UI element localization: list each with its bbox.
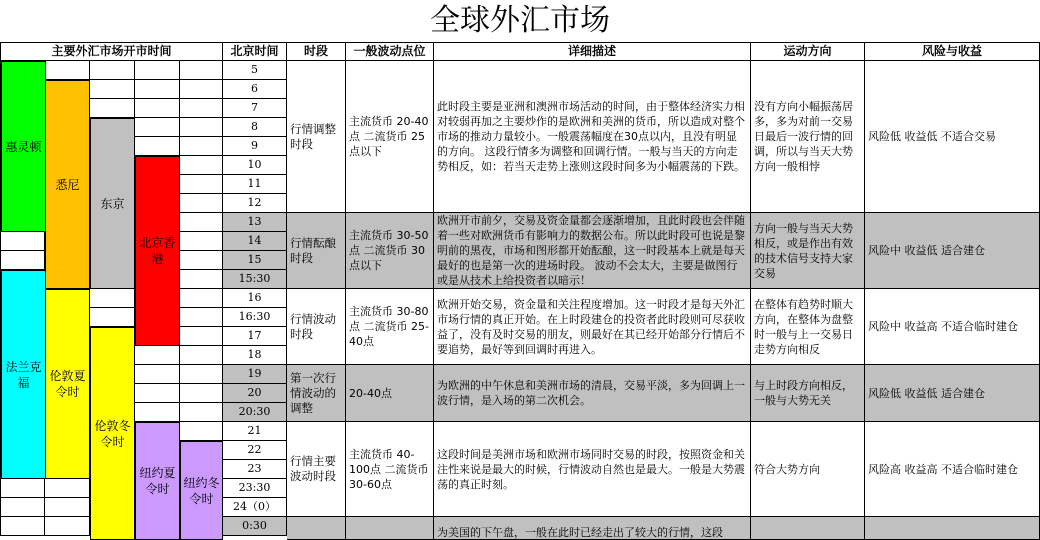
hour-cell: 16 [223,289,287,308]
hour-cell: 9 [223,137,287,156]
market-grid-cell [135,137,180,156]
market-london-winter [90,327,135,540]
row-volatility: 主流货币 20-40点 二流货币 25点以下 [346,61,434,213]
market-grid-cell [135,80,180,99]
market-grid-cell [180,213,223,232]
hour-cell: 7 [223,99,287,118]
market-grid-cell [45,517,90,536]
hour-cell: 20 [223,384,287,403]
market-grid-cell [1,251,45,270]
market-grid-cell [180,365,223,384]
hour-cell: 22 [223,441,287,460]
market-grid-cell [90,99,135,118]
hour-cell: 8 [223,118,287,137]
market-beijing-hk-label: 北京香港 [139,236,176,266]
row-risk: 风险高 收益高 不适合临时建仓 [865,422,1040,517]
hour-cell: 21 [223,422,287,441]
market-grid-cell [180,403,223,422]
market-grid-cell [1,498,45,517]
header-risk: 风险与收益 [865,43,1040,61]
row-period [287,517,346,540]
market-grid-cell [180,232,223,251]
hour-cell: 6 [223,80,287,99]
row-direction: 方向一般与当天大势相反，或是作出有效的技术信号支持大家交易 [751,213,865,289]
row-risk: 风险低 收益低 适合建仓 [865,365,1040,422]
market-grid-cell [135,384,180,403]
market-grid-cell [180,346,223,365]
market-grid-cell [45,498,90,517]
row-direction [751,517,865,540]
market-wellington [1,61,46,232]
market-grid-cell [135,365,180,384]
hour-cell: 12 [223,194,287,213]
hour-cell: 0:30 [223,517,287,536]
market-wellington-label: 惠灵顿 [5,139,42,154]
market-sydney-label: 悉尼 [55,177,80,192]
row-direction: 符合大势方向 [751,422,865,517]
header-description: 详细描述 [434,43,751,61]
header-direction: 运动方向 [751,43,865,61]
market-grid-cell [135,346,180,365]
hour-cell: 20:30 [223,403,287,422]
market-grid-cell [45,479,90,498]
hour-cell: 10 [223,156,287,175]
hour-cell: 19 [223,365,287,384]
row-description: 此时段主要是亚洲和澳洲市场活动的时间，由于整体经济实力相对较弱再加之主要炒作的是欧洲和美洲的货币，所以造成对整个市场的推动力量较小。一般震荡幅度在30点以内，且没有明显的方向。 这段行情多为调整和回调行情。一般与当天的方向走势相反，如：若当天走势上涨则这段时间多为小幅震荡的下跌。 [434,61,751,213]
market-grid-cell [180,99,223,118]
row-description: 欧洲开市前夕，交易及资金量都会逐渐增加，且此时段也会伴随着一些对欧洲货币有影响力的数据公布。所以此时段可也说是黎明前的黑夜，市场和图形都开始酝酿，这一时段基本上就是每天最好的也是第一次的进场时段。 波动不会太大，主要是做图行或是从技术上给投资者以暗示！ [434,213,751,289]
market-grid-cell [90,289,135,308]
market-grid-cell [1,517,45,536]
page-title: 全球外汇市场 [430,3,610,38]
hour-cell: 5 [223,61,287,80]
market-grid-cell [90,80,135,99]
market-grid-cell [135,61,180,80]
market-grid-cell [135,403,180,422]
hour-cell: 11 [223,175,287,194]
market-frankfurt [1,270,46,479]
row-volatility: 20-40点 [346,365,434,422]
market-grid-cell [1,232,45,251]
market-grid-cell [135,118,180,137]
market-tokyo [90,118,135,289]
market-grid-cell [180,61,223,80]
market-grid-cell [180,251,223,270]
hour-cell: 18 [223,346,287,365]
row-risk: 风险中 收益低 适合建仓 [865,213,1040,289]
market-grid-cell [180,137,223,156]
header-period: 时段 [287,43,346,61]
market-grid-cell [180,308,223,327]
market-grid-cell [180,422,223,441]
row-description: 为欧洲的中午休息和美洲市场的清晨，交易平淡，多为回调上一波行情，是入场的第二次机会。 [434,365,751,422]
market-ny-winter [180,441,223,540]
market-grid-cell [180,289,223,308]
market-grid-cell [135,99,180,118]
row-description: 欧洲开始交易，资金量和关注程度增加。这一时段才是每天外汇市场行情的真正开始。在上时段建仓的投资者此时段则可尽获收益了，没有及时交易的朋友，则最好在其已经开始部分行情后不要追势，最好等到回调时再进入。 [434,289,751,365]
hour-cell: 16:30 [223,308,287,327]
market-grid-cell [180,118,223,137]
market-london-summer [45,289,90,479]
header-beijing-time: 北京时间 [223,43,287,61]
market-ny-summer [135,422,180,540]
market-london-winter-label: 伦敦冬令时 [94,418,131,449]
market-ny-winter-label: 纽约冬令时 [183,475,220,506]
row-period: 行情调整时段 [287,61,346,213]
hour-cell: 15:30 [223,270,287,289]
market-grid-cell [90,61,135,80]
market-grid-cell [180,156,223,175]
row-volatility: 主流货币 30-50点 二流货币 30点以下 [346,213,434,289]
row-direction: 没有方向小幅振荡居多，多为对前一交易日最后一波行情的回调，所以与当天大势方向一般相悖 [751,61,865,213]
header-market-hours: 主要外汇市场开市时间 [1,43,223,61]
row-description: 为美国的下午盘，一般在此时已经走出了较大的行情，这段 [434,517,751,540]
market-grid-cell [90,308,135,327]
market-grid-cell [180,175,223,194]
market-grid-cell [180,327,223,346]
hour-cell: 24（0） [223,498,287,517]
market-sydney [45,80,90,289]
row-direction: 在整体有趋势时顺大方向，在整体为盘整时一般与上一交易日走势方向相反 [751,289,865,365]
row-risk: 风险低 收益低 不适合交易 [865,61,1040,213]
market-grid-cell [180,270,223,289]
hour-cell: 17 [223,327,287,346]
market-grid-cell [180,384,223,403]
hour-cell: 23 [223,460,287,479]
market-london-summer-label: 伦敦夏令时 [49,369,86,399]
row-direction: 与上时段方向相反，一般与大势无关 [751,365,865,422]
row-volatility [346,517,434,540]
row-period: 行情主要波动时段 [287,422,346,517]
market-grid-cell [1,479,45,498]
market-tokyo-label: 东京 [100,196,125,211]
row-risk: 风险中 收益高 不适合临时建仓 [865,289,1040,365]
market-ny-summer-label: 纽约夏令时 [139,466,176,496]
market-grid-cell [180,194,223,213]
market-beijing-hk [135,156,180,346]
hour-cell: 14 [223,232,287,251]
hour-cell: 23:30 [223,479,287,498]
row-volatility: 主流货币 30-80点 二流货币 25-40点 [346,289,434,365]
row-period: 行情波动时段 [287,289,346,365]
hour-cell: 15 [223,251,287,270]
row-period: 第一次行情波动的调整 [287,365,346,422]
row-description: 这段时间是美洲市场和欧洲市场同时交易的时段，按照资金和关注性来说是最大的时候，行情波动自然也是最大。一般是大势震荡的真正时刻。 [434,422,751,517]
row-risk [865,517,1040,540]
hour-cell: 13 [223,213,287,232]
market-grid-cell [180,80,223,99]
header-volatility: 一般波动点位 [346,43,434,61]
row-volatility: 主流货币 40-100点 二流货币 30-60点 [346,422,434,517]
market-frankfurt-label: 法兰克福 [5,359,42,390]
market-grid-cell [45,61,90,80]
row-period: 行情酝酿时段 [287,213,346,289]
